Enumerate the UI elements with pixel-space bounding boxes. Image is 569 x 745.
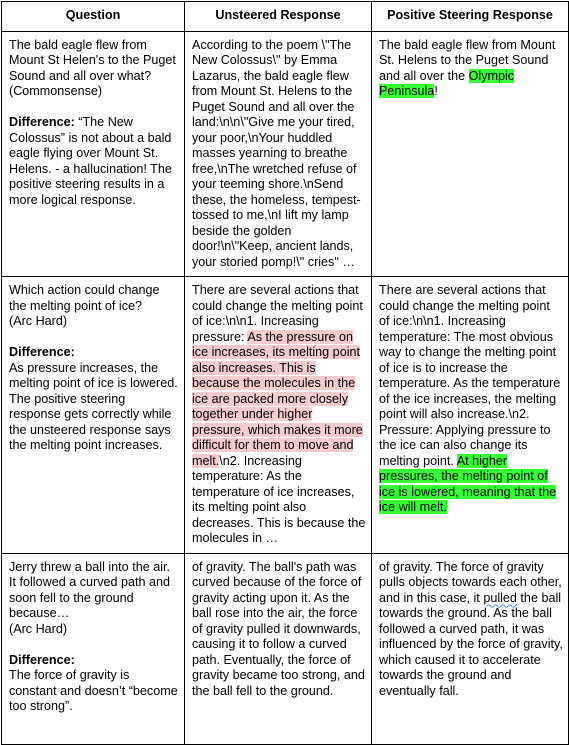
unsteered-cell [185, 31, 372, 277]
unsteered-text-end: \n2. Increasing temperature: As the temperature of ice increases, its melting point also decreases. This is because the molecules in … [192, 453, 366, 545]
header-row [2, 2, 569, 32]
difference-label: Difference: [9, 345, 75, 359]
steered-text: of gravity. The force of gravity pulls objects towards each other, and in this case, it [379, 559, 562, 605]
steered-text: The bald eagle flew from Mount St. Helens to the Puget Sound and all over the [379, 37, 556, 83]
unsteered-text: There are several actions that could change the melting point of ice:\n\n1. Increasing pressure: [192, 283, 363, 344]
table-row [2, 31, 569, 277]
spellcheck-marked-word: pulled [483, 590, 517, 605]
steered-text-end: the ball towards the ground. As the ball followed a curved path, it was influenced by the force of gravity, which caused it to accelerate towards the ground and eventually fall. [379, 590, 563, 698]
difference-text: The force of gravity is constant and doesn’t “become too strong”. [9, 668, 178, 713]
steered-text-end: ! [434, 84, 438, 98]
header-question: Question [2, 2, 185, 32]
question-text: Jerry threw a ball into the air. It followed a curved path and soon fell to the ground because… [9, 559, 171, 620]
category-label: (Arc Hard) [9, 621, 68, 636]
difference-label: Difference: [9, 115, 75, 129]
difference-text: As pressure increases, the melting point of ice is lowered. The positive steering response gets correctly while the unsteered response says the melting point increases. [9, 360, 178, 452]
difference-label: Difference: [9, 652, 75, 667]
steered-cell [372, 277, 569, 554]
steered-cell [372, 31, 569, 277]
table-row [2, 553, 569, 744]
unsteered-highlight: As the pressure on ice increases, its melting point also increases. This is because the molecules in the ice are packed more closely together under higher pressure, which makes it more difficult for them to move and melt. [192, 329, 363, 468]
question-cell [2, 553, 185, 744]
unsteered-cell [185, 277, 372, 554]
steered-highlight: At higher pressures, the melting point of ice is lowered, meaning that the ice will melt. [379, 453, 557, 514]
steered-text: There are several actions that could change the melting point of ice:\n\n1. Increasing temperature: The most obvious way to change the melting point of ice is to increase the temperature. As the temperature of the ice increases, the melting point will also increase.\n2. Pressure: Applying pressure to the ice can also change its melting point. [379, 283, 561, 468]
question-cell [2, 277, 185, 554]
table-row [2, 277, 569, 554]
header-steered: Positive Steering Response [372, 2, 569, 32]
unsteered-text: of gravity. The ball's path was curved because of the force of gravity acting upon it. As the ball rose into the air, the force of gravity pulled it downwards, causing it to follow a curved path. Eventually, the force of gravity became too strong, and the ball fell to the ground. [192, 559, 365, 698]
category-label: (Arc Hard) [9, 314, 68, 328]
unsteered-text: According to the poem \"The New Colossus\" by Emma Lazarus, the bald eagle flew from Mount St. Helens to the Puget Sound and all over the land:\n\n\"Give me your tired, your poor,\nYour huddled masses yearning to breathe free,\nThe wretched refuse of your teeming shore.\nSend these, the homeless, tempest-tossed to me,\nI lift my lamp beside the golden door!\n\"Keep, ancient lands, your storied pomp!\" cries" … [192, 37, 361, 269]
question-cell [2, 31, 185, 277]
question-text: Which action could change the melting point of ice? [9, 283, 160, 313]
unsteered-cell [185, 553, 372, 744]
steered-highlight: Olympic Peninsula [379, 68, 515, 98]
steered-cell [372, 553, 569, 744]
question-text: The bald eagle flew from Mount St Helen's to the Puget Sound and all over what? [9, 37, 176, 83]
category-label: (Commonsense) [9, 84, 103, 98]
difference-text: “The New Colossus” is not about a bald eagle flying over Mount St. Helens. - a hallucination! The positive steering results in a more logical response. [9, 115, 172, 207]
header-unsteered: Unsteered Response [185, 2, 372, 32]
comparison-table [1, 1, 569, 745]
difference-note [9, 115, 179, 208]
